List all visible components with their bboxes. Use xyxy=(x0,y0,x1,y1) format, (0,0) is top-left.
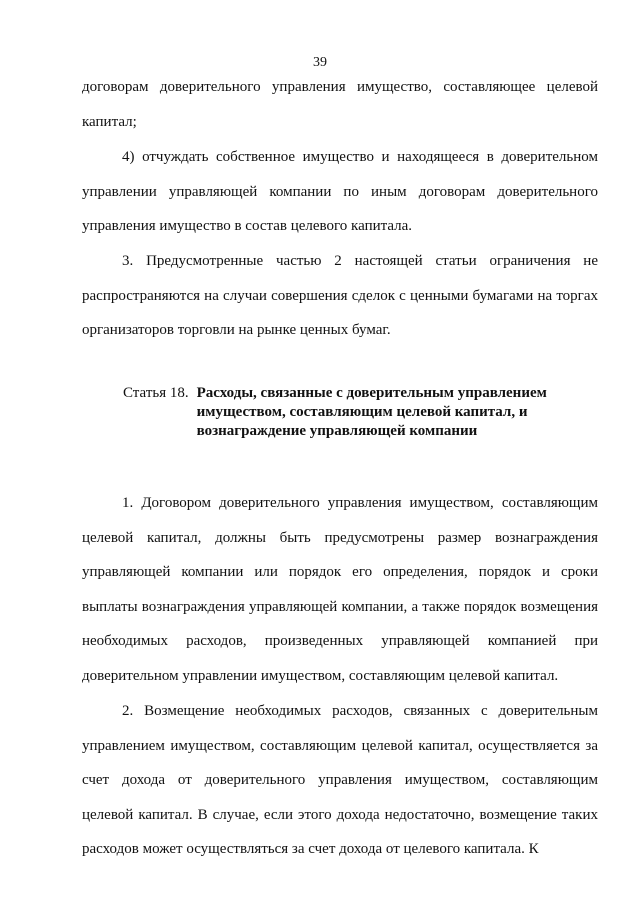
article-paragraph-1: 1. Договором доверительного управления имуществом, составляющим целевой капитал, должны быть предусмотрены размер вознаграждения управляющей компании или порядок его определения, порядок и сроки выплаты вознаграждения управляющей компании, а также порядок возмещения необходимых расходов, произведенных управляющей компанией при доверительном управлении имуществом, составляющим целевой капитал. xyxy=(82,495,598,684)
continuation-paragraph: договорам доверительного управления имущество, составляющее целевой капитал; xyxy=(82,79,598,130)
article-number: Статья 18. xyxy=(123,385,189,401)
list-item-4: 4) отчуждать собственное имущество и находящееся в доверительном управлении управляющей компании по иным договорам доверительного управления имущество в состав целевого капитала. xyxy=(82,149,598,234)
article-paragraph-2: 2. Возмещение необходимых расходов, связанных с доверительным управлением имуществом, составляющим целевой капитал, осуществляется за счет дохода от доверительного управления имуществом, составляющим целевой капитал. В случае, если этого дохода недостаточно, возмещение таких расходов может осуществляться за счет дохода от целевого капитала. К xyxy=(82,703,598,857)
page-number: 39 xyxy=(313,55,327,70)
article-title: Расходы, связанные с доверительным управлением имуществом, составляющим целевой капитал, и вознаграждение управляющей компании xyxy=(196,385,547,439)
part-3-paragraph: 3. Предусмотренные частью 2 настоящей статьи ограничения не распространяются на случаи совершения сделок с ценными бумагами на торгах организаторов торговли на рынке ценных бумаг. xyxy=(82,253,598,338)
article-heading xyxy=(123,384,603,441)
